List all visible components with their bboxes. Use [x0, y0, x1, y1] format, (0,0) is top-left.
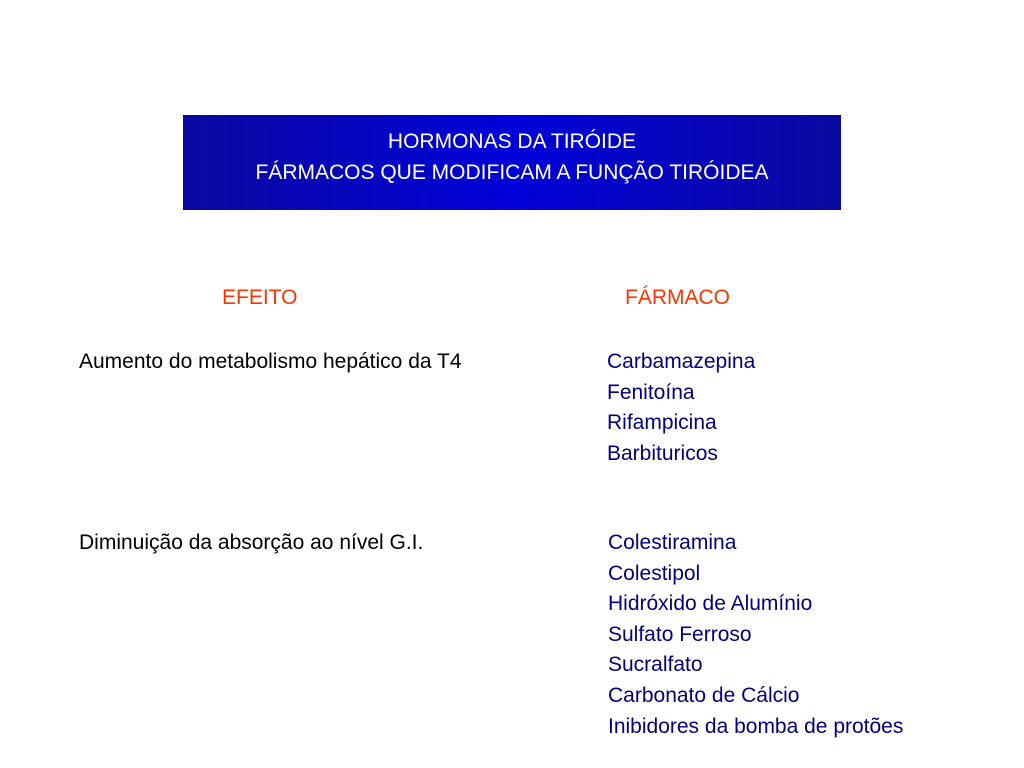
title-line-1: HORMONAS DA TIRÓIDE: [387, 130, 637, 153]
column-header-drug: FÁRMACO: [625, 286, 730, 309]
drug-item: Fenitoína: [607, 380, 695, 404]
drug-item: Colestiramina: [608, 531, 737, 554]
drug-item: Rifampicina: [607, 411, 717, 435]
column-header-effect: EFEITO: [222, 286, 298, 309]
drug-item: Sulfato Ferroso: [608, 622, 752, 646]
drug-item: Sucralfato: [608, 653, 703, 677]
title-banner: [183, 115, 841, 210]
drug-item: Hidróxido de Alumínio: [608, 592, 813, 616]
effect-label: Diminuição da absorção ao nível G.I.: [79, 531, 424, 554]
drug-list: [607, 347, 755, 469]
drug-item: Carbonato de Cálcio: [608, 683, 800, 707]
drug-item: Carbamazepina: [607, 350, 756, 373]
effect-label: Aumento do metabolismo hepático da T4: [79, 350, 462, 373]
drug-item: Inibidores da bomba de protões: [608, 714, 904, 738]
drug-list: [608, 528, 903, 742]
title-line-2: FÁRMACOS QUE MODIFICAM A FUNÇÃO TIRÓIDEA: [255, 161, 769, 184]
drug-item: Colestipol: [608, 561, 701, 585]
drug-item: Barbituricos: [607, 441, 718, 465]
